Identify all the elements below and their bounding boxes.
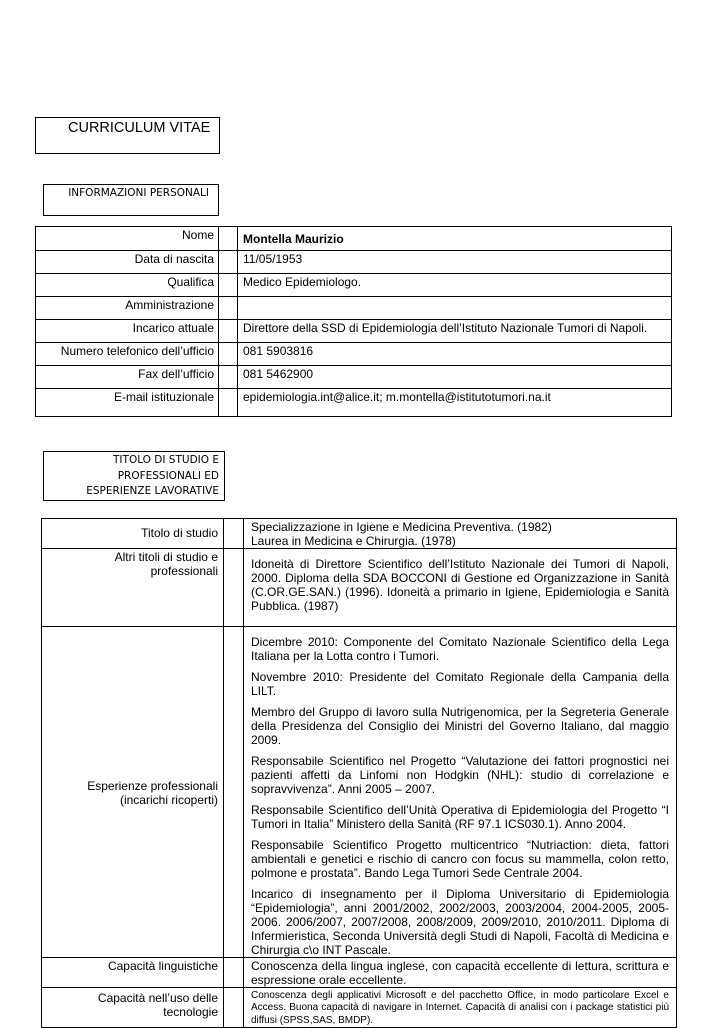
tecnologie-label-line: Capacità nell’uso delle bbox=[97, 991, 218, 1005]
titolo-label: Titolo di studio bbox=[42, 519, 224, 549]
table-row bbox=[36, 297, 672, 320]
table-row bbox=[36, 251, 672, 274]
table-row bbox=[42, 988, 677, 1028]
personal-value: Montella Maurizio bbox=[238, 227, 672, 251]
table-row bbox=[42, 958, 677, 988]
personal-value: 081 5903816 bbox=[238, 343, 672, 366]
personal-label: Qualifica bbox=[36, 274, 219, 297]
cv-title: CURRICULUM VITAE bbox=[68, 120, 211, 136]
personal-label: Amministrazione bbox=[36, 297, 219, 320]
table-row bbox=[42, 519, 677, 549]
studies-table bbox=[41, 518, 677, 1028]
table-row bbox=[36, 320, 672, 343]
personal-value: epidemiologia.int@alice.it; m.montella@istitutotumori.na.it bbox=[238, 389, 672, 417]
section-studies-title-line: ESPERIENZE LAVORATIVE bbox=[86, 485, 219, 497]
section-studies-box bbox=[43, 451, 225, 501]
esperienze-label-line: (incarichi ricoperti) bbox=[119, 792, 218, 807]
table-row bbox=[36, 366, 672, 389]
section-personal-box bbox=[43, 184, 219, 216]
esperienze-label-line: Esperienze professionali bbox=[87, 778, 218, 793]
experience-item: Incarico di insegnamento per il Diploma Universitario di Epidemiologia “Epidemiologia”, anni 2001/2002, 2002/2003, 2003/2004, 2004-2005, 2005-2006. 2006/2007, 2007/2008, 2008/2009, 2009/2010, 2010/2011. Diploma di Infermieristica, Seconda Università degli Studi di Napoli, Facoltà di Medicina e Chirurgia c\o INT Pascale. bbox=[251, 887, 669, 957]
experience-item: Responsabile Scientifico dell’Unità Operativa di Epidemiologia del Progetto “I Tumori in Italia” Ministero della Sanità (RF 97.1 ICS030.1). Anno 2004. bbox=[251, 803, 669, 831]
lingue-label: Capacità linguistiche bbox=[42, 958, 224, 988]
section-studies-title-line: PROFESSIONALI ED bbox=[117, 469, 219, 482]
personal-label: Data di nascita bbox=[36, 251, 219, 274]
personal-value: Medico Epidemiologo. bbox=[238, 274, 672, 297]
titolo-line: Laurea in Medicina e Chirurgia. (1978) bbox=[251, 534, 456, 548]
section-studies-title-line: TITOLO DI STUDIO E bbox=[113, 454, 219, 466]
personal-info-table bbox=[35, 226, 672, 417]
personal-label: E-mail istituzionale bbox=[36, 389, 219, 417]
table-row bbox=[42, 549, 677, 627]
table-row bbox=[36, 274, 672, 297]
lingue-text: Conoscenza della lingua inglese, con capacità eccellente di lettura, scrittura e espressione orale eccellente. bbox=[244, 958, 677, 988]
altri-label-line: professionali bbox=[150, 564, 218, 578]
altri-text: Idoneità di Direttore Scientifico dell’Istituto Nazionale dei Tumori di Napoli, 2000. Diploma della SDA BOCCONI di Gestione ed Organizzazione in Sanità (C.OR.GE.SAN.) (1996). Idoneità a primario in Igiene, Epidemiologia e Sanità Pubblica. (1987) bbox=[244, 549, 677, 627]
altri-label-line: Altri titoli di studio e bbox=[114, 550, 218, 564]
personal-value bbox=[238, 297, 672, 320]
personal-label: Nome bbox=[36, 227, 219, 251]
section-personal-title: INFORMAZIONI PERSONALI bbox=[68, 187, 209, 199]
titolo-line: Specializzazione in Igiene e Medicina Preventiva. (1982) bbox=[251, 520, 552, 534]
personal-value: 081 5462900 bbox=[238, 366, 672, 389]
experience-item: Responsabile Scientifico nel Progetto “Valutazione dei fattori prognostici nei pazienti affetti da Linfomi non Hodgkin (NHL): studio di correlazione e sopravvivenza”. Anni 2005 – 2007. bbox=[251, 754, 669, 796]
experience-item: Novembre 2010: Presidente del Comitato Regionale della Campania della LILT. bbox=[251, 670, 669, 698]
personal-label: Incarico attuale bbox=[36, 320, 219, 343]
table-row bbox=[36, 389, 672, 417]
personal-label: Numero telefonico dell’ufficio bbox=[36, 343, 219, 366]
experience-item: Responsabile Scientifico Progetto multicentrico “Nutriaction: dieta, fattori ambientali e genetici e rischio di cancro con focus su mammella, colon retto, polmone e prostata”. Bando Lega Tumori Sede Centrale 2004. bbox=[251, 838, 669, 880]
experience-item: Dicembre 2010: Componente del Comitato Nazionale Scientifico della Lega Italiana per la Lotta contro i Tumori. bbox=[251, 635, 669, 663]
personal-value: 11/05/1953 bbox=[238, 251, 672, 274]
cv-title-box bbox=[35, 117, 220, 154]
experience-item: Membro del Gruppo di lavoro sulla Nutrigenomica, per la Segreteria Generale della Presidenza del Consiglio dei Ministri del Governo Italiano, dal maggio 2009. bbox=[251, 705, 669, 747]
tecnologie-text: Conoscenza degli applicativi Microsoft e del pacchetto Office, in modo particolare Excel e Access. Buona capacità di navigare in Internet. Capacità di analisi con i package statistici più diffusi (SPSS,SAS, BMDP). bbox=[244, 988, 677, 1028]
table-row bbox=[36, 227, 672, 251]
tecnologie-label-line: tecnologie bbox=[163, 1005, 218, 1019]
personal-value: Direttore della SSD di Epidemiologia dell’Istituto Nazionale Tumori di Napoli. bbox=[238, 320, 672, 343]
table-row bbox=[42, 627, 677, 958]
personal-label: Fax dell’ufficio bbox=[36, 366, 219, 389]
table-row bbox=[36, 343, 672, 366]
